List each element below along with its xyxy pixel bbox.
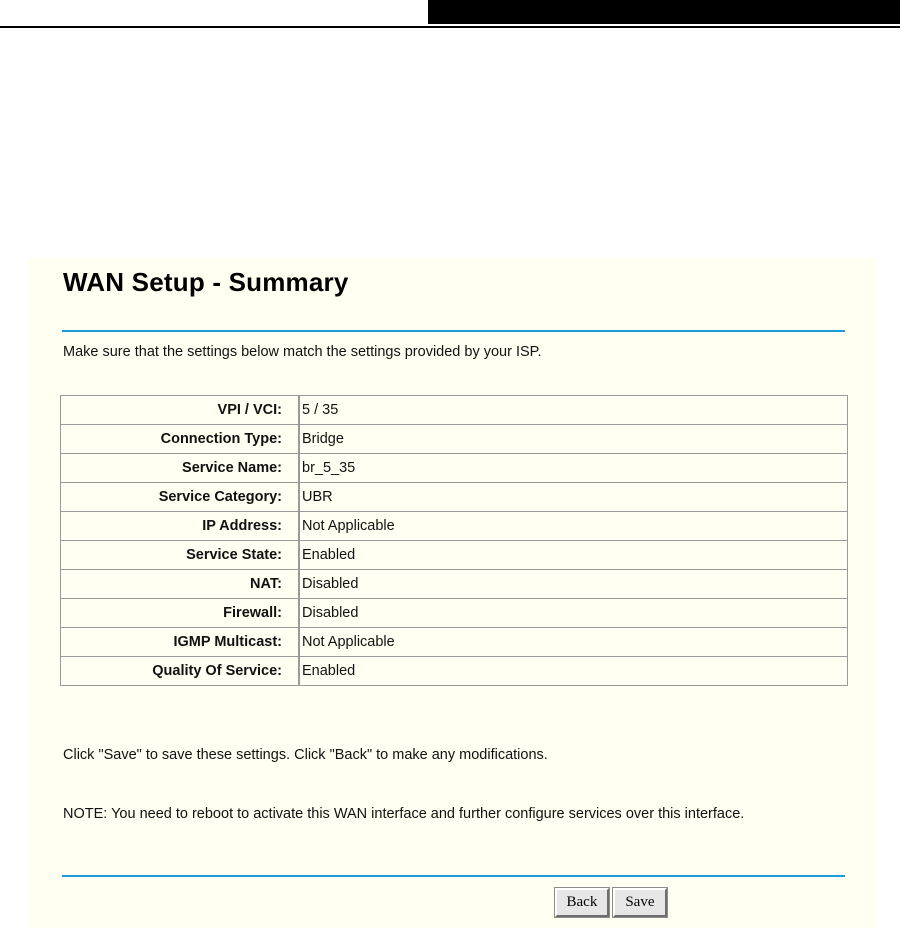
intro-text: Make sure that the settings below match the settings provided by your ISP. bbox=[63, 344, 542, 360]
back-button[interactable]: Back bbox=[555, 888, 610, 917]
row-value-service-name: br_5_35 bbox=[299, 453, 848, 482]
row-value-service-category: UBR bbox=[299, 482, 848, 511]
row-label-connection-type: Connection Type: bbox=[61, 424, 299, 453]
row-value-nat: Disabled bbox=[299, 569, 848, 598]
row-label-igmp-multicast: IGMP Multicast: bbox=[61, 627, 299, 656]
row-value-quality-of-service: Enabled bbox=[299, 656, 848, 685]
row-value-ip-address: Not Applicable bbox=[299, 511, 848, 540]
row-label-service-name: Service Name: bbox=[61, 453, 299, 482]
top-divider bbox=[62, 330, 845, 332]
table-row bbox=[61, 453, 848, 482]
row-label-service-state: Service State: bbox=[61, 540, 299, 569]
reboot-note-text: NOTE: You need to reboot to activate this WAN interface and further configure services over this interface. bbox=[63, 806, 745, 822]
document-header-bar bbox=[428, 0, 900, 24]
table-row bbox=[61, 569, 848, 598]
row-value-vpi-vci: 5 / 35 bbox=[299, 395, 848, 424]
row-label-nat: NAT: bbox=[61, 569, 299, 598]
row-label-quality-of-service: Quality Of Service: bbox=[61, 656, 299, 685]
document-header-rule bbox=[0, 26, 900, 28]
page-title: WAN Setup - Summary bbox=[63, 267, 349, 297]
row-label-ip-address: IP Address: bbox=[61, 511, 299, 540]
table-row bbox=[61, 656, 848, 685]
save-button[interactable]: Save bbox=[613, 888, 666, 917]
summary-table bbox=[60, 395, 848, 686]
row-value-connection-type: Bridge bbox=[299, 424, 848, 453]
row-value-igmp-multicast: Not Applicable bbox=[299, 627, 848, 656]
table-row bbox=[61, 598, 848, 627]
table-row bbox=[61, 511, 848, 540]
wan-summary-panel bbox=[28, 258, 877, 928]
row-label-firewall: Firewall: bbox=[61, 598, 299, 627]
table-row bbox=[61, 540, 848, 569]
row-value-firewall: Disabled bbox=[299, 598, 848, 627]
table-row bbox=[61, 424, 848, 453]
table-row bbox=[61, 395, 848, 424]
row-label-vpi-vci: VPI / VCI: bbox=[61, 395, 299, 424]
button-row bbox=[28, 888, 877, 917]
save-hint-text: Click "Save" to save these settings. Click "Back" to make any modifications. bbox=[63, 747, 548, 763]
table-row bbox=[61, 482, 848, 511]
table-row bbox=[61, 627, 848, 656]
row-value-service-state: Enabled bbox=[299, 540, 848, 569]
row-label-service-category: Service Category: bbox=[61, 482, 299, 511]
bottom-divider bbox=[62, 875, 845, 877]
